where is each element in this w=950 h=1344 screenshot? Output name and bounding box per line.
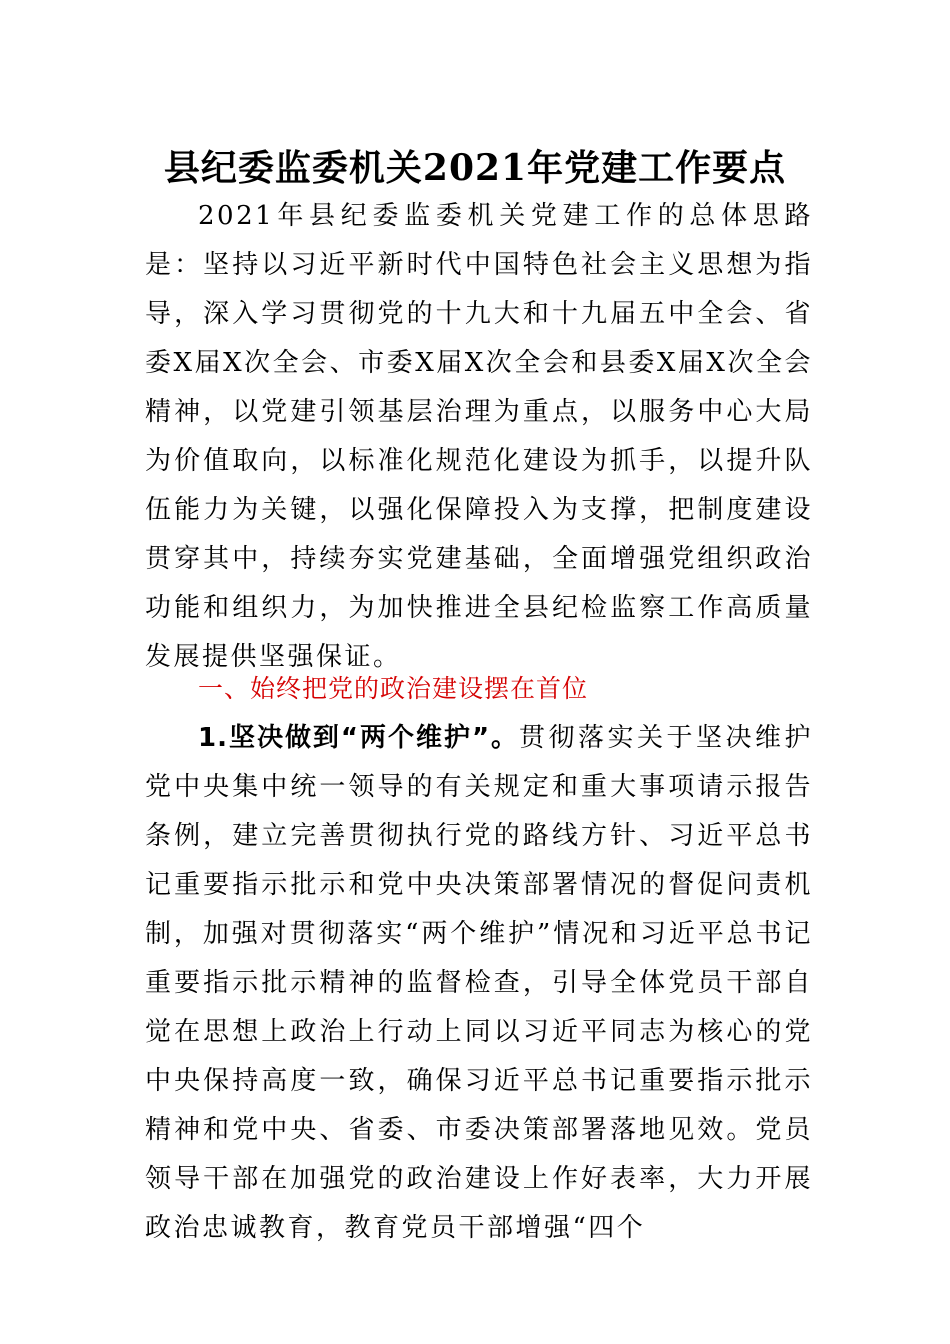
item-1-paragraph xyxy=(145,714,813,1253)
item-1-heading: 1.坚决做到“两个维护”。 xyxy=(198,723,520,753)
intro-paragraph: 2021年县纪委监委机关党建工作的总体思路是：坚持以习近平新时代中国特色社会主义思想为指导，深入学习贯彻党的十九大和十九届五中全会、省委X届X次全会、市委X届X次全会和县委X届X次全会精神，以党建引领基层治理为重点，以服务中心大局为价值取向，以标准化规范化建设为抓手，以提升队伍能力为关键，以强化保障投入为支撑，把制度建设贯穿其中，持续夯实党建基础，全面增强党组织政治功能和组织力，为加快推进全县纪检监察工作高质量发展提供坚强保证。 xyxy=(145,201,813,672)
section-heading-1: 一、始终把党的政治建设摆在首位 xyxy=(198,674,589,703)
item-1-text: 贯彻落实关于坚决维护党中央集中统一领导的有关规定和重大事项请示报告条例，建立完善贯彻执行党的路线方针、习近平总书记重要指示批示和党中央决策部署情况的督促问责机制，加强对贯彻落实“两个维护”情况和习近平总书记重要指示批示精神的监督检查，引导全体党员干部自觉在思想上政治上行动上同以习近平同志为核心的党中央保持高度一致，确保习近平总书记重要指示批示精神和党中央、省委、市委决策部署落地见效。党员领导干部在加强党的政治建设上作好表率，大力开展政治忠诚教育，教育党员干部增强“四个 xyxy=(145,723,813,1243)
document-title: 县纪委监委机关2021年党建工作要点 xyxy=(163,147,787,189)
